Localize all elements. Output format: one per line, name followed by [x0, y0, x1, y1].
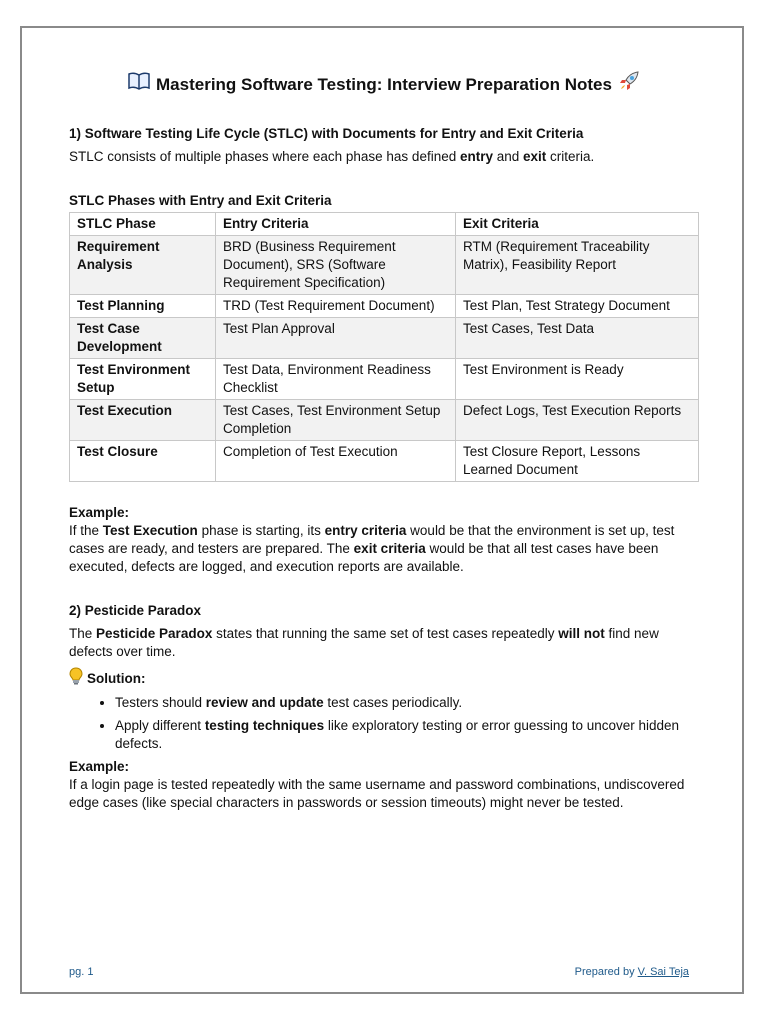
phase-cell: Test Case Development [70, 318, 216, 359]
entry-cell: Test Cases, Test Environment Setup Completion [216, 400, 456, 441]
entry-cell: Test Data, Environment Readiness Checklist [216, 359, 456, 400]
table-row [70, 359, 699, 400]
phase-cell: Test Closure [70, 441, 216, 482]
example-label: Example: [69, 505, 130, 520]
entry-cell: BRD (Business Requirement Document), SRS (Software Requirement Specification) [216, 236, 456, 295]
rocket-icon [618, 70, 640, 99]
pesticide-paradox-text: The Pesticide Paradox states that running the same set of test cases repeatedly will not find new defects over time. [69, 626, 659, 659]
solution-label: Solution: [87, 670, 146, 686]
table-row [70, 441, 699, 482]
open-book-icon [128, 72, 150, 97]
author-link[interactable]: V. Sai Teja [637, 966, 689, 978]
list-item: • Testers should review and update test cases periodically. [115, 694, 699, 712]
exit-cell: Test Cases, Test Data [456, 318, 699, 359]
document-title [69, 70, 699, 99]
page-number: pg. 1 [69, 966, 94, 978]
solution-heading [69, 667, 699, 690]
phase-cell: Test Environment Setup [70, 359, 216, 400]
example-label: Example: [69, 759, 130, 774]
entry-cell: TRD (Test Requirement Document) [216, 295, 456, 318]
column-header: Entry Criteria [216, 213, 456, 236]
table-caption: STLC Phases with Entry and Exit Criteria [69, 193, 332, 208]
stlc-table [69, 212, 699, 482]
exit-cell: Test Environment is Ready [456, 359, 699, 400]
stlc-example-text: If the Test Execution phase is starting, its entry criteria would be that the environment is set up, test cases are ready, and testers are prepared. The exit criteria would be that all test cases have been executed, defects are logged, and execution reports are available. [69, 523, 675, 574]
table-header-row [70, 213, 699, 236]
entry-cell: Completion of Test Execution [216, 441, 456, 482]
exit-cell: Defect Logs, Test Execution Reports [456, 400, 699, 441]
table-row [70, 236, 699, 295]
pesticide-example-text: If a login page is tested repeatedly with the same username and password combinations, undiscovered edge cases (like special characters in passwords or session timeouts) might never be tested. [69, 777, 685, 810]
document-body [69, 70, 699, 812]
exit-cell: RTM (Requirement Traceability Matrix), Feasibility Report [456, 236, 699, 295]
solution-list [69, 694, 699, 753]
column-header: Exit Criteria [456, 213, 699, 236]
title-text: Mastering Software Testing: Interview Preparation Notes [156, 74, 612, 94]
lightbulb-icon [69, 667, 83, 690]
entry-cell: Test Plan Approval [216, 318, 456, 359]
prepared-by: Prepared by V. Sai Teja [574, 966, 689, 978]
exit-cell: Test Closure Report, Lessons Learned Document [456, 441, 699, 482]
stlc-intro: STLC consists of multiple phases where each phase has defined entry and exit criteria. [69, 149, 595, 164]
phase-cell: Test Planning [70, 295, 216, 318]
table-row [70, 295, 699, 318]
section1-heading: 1) Software Testing Life Cycle (STLC) with Documents for Entry and Exit Criteria [69, 126, 584, 141]
section2-heading: 2) Pesticide Paradox [69, 603, 202, 618]
exit-cell: Test Plan, Test Strategy Document [456, 295, 699, 318]
phase-cell: Test Execution [70, 400, 216, 441]
column-header: STLC Phase [70, 213, 216, 236]
table-row [70, 318, 699, 359]
list-item: • Apply different testing techniques like exploratory testing or error guessing to uncover hidden defects. [115, 717, 699, 753]
phase-cell: Requirement Analysis [70, 236, 216, 295]
table-row [70, 400, 699, 441]
